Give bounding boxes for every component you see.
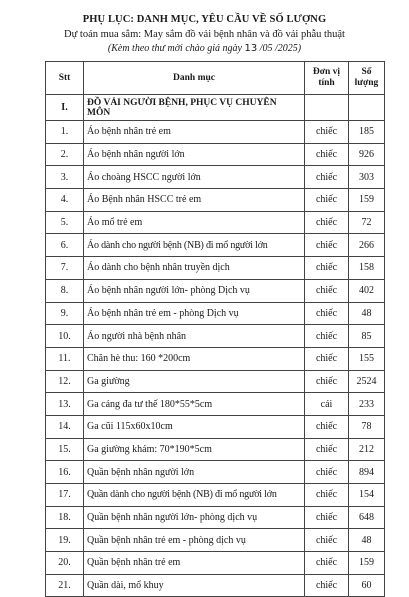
row-qty: 303 [349, 166, 385, 189]
table-header-row [46, 62, 385, 95]
row-stt: 9. [46, 302, 84, 325]
table-row [46, 257, 385, 280]
row-qty: 159 [349, 189, 385, 212]
section-name: ĐỒ VẢI NGƯỜI BỆNH, PHỤC VỤ CHUYÊN MÔN [84, 95, 305, 121]
section-qty [349, 95, 385, 121]
row-unit: cái [305, 393, 349, 416]
row-qty: 85 [349, 325, 385, 348]
row-name: Áo bệnh nhân trẻ em [84, 121, 305, 144]
row-name: Quần bệnh nhân trẻ em [84, 552, 305, 575]
column-header-name: Danh mục [84, 62, 305, 95]
row-stt: 15. [46, 438, 84, 461]
row-unit: chiếc [305, 325, 349, 348]
row-unit: chiếc [305, 166, 349, 189]
table-row [46, 574, 385, 597]
row-name: Quần dành cho người bệnh (NB) đi mổ người lớn [84, 484, 305, 507]
table-row [46, 211, 385, 234]
row-qty: 48 [349, 302, 385, 325]
row-name: Quần bệnh nhân trẻ em - phòng dịch vụ [84, 529, 305, 552]
row-stt: 18. [46, 506, 84, 529]
column-header-qty: Số lượng [349, 62, 385, 95]
row-stt: 19. [46, 529, 84, 552]
row-name: Quần bệnh nhân người lớn- phòng dịch vụ [84, 506, 305, 529]
row-qty: 185 [349, 121, 385, 144]
section-stt: I. [46, 95, 84, 121]
row-stt: 10. [46, 325, 84, 348]
row-unit: chiếc [305, 347, 349, 370]
table-row [46, 279, 385, 302]
row-name: Ga cũi 115x60x10cm [84, 415, 305, 438]
row-name: Áo dành cho người bệnh (NB) đi mổ người lớn [84, 234, 305, 257]
row-unit: chiếc [305, 370, 349, 393]
table-row [46, 506, 385, 529]
row-stt: 5. [46, 211, 84, 234]
table-row [46, 121, 385, 144]
row-qty: 154 [349, 484, 385, 507]
table-row [46, 461, 385, 484]
row-qty: 159 [349, 552, 385, 575]
row-stt: 6. [46, 234, 84, 257]
table-row [46, 347, 385, 370]
row-unit: chiếc [305, 234, 349, 257]
row-qty: 402 [349, 279, 385, 302]
row-name: Áo bệnh nhân người lớn- phòng Dịch vụ [84, 279, 305, 302]
row-stt: 21. [46, 574, 84, 597]
row-name: Quần dài, mổ khuy [84, 574, 305, 597]
table-row [46, 302, 385, 325]
row-unit: chiếc [305, 415, 349, 438]
row-qty: 72 [349, 211, 385, 234]
note-suffix: /05 /2025) [257, 43, 302, 55]
column-header-stt: Stt [46, 62, 84, 95]
row-qty: 266 [349, 234, 385, 257]
row-name: Áo dành cho bệnh nhân truyền dịch [84, 257, 305, 280]
row-name: Áo bệnh nhân trẻ em - phòng Dịch vụ [84, 302, 305, 325]
table-row [46, 529, 385, 552]
document-subtitle: Dự toán mua sắm: May sắm đồ vải bệnh nhân và đồ vải phẫu thuật [64, 28, 345, 40]
row-qty: 212 [349, 438, 385, 461]
table-row [46, 234, 385, 257]
row-unit: chiếc [305, 257, 349, 280]
table-row [46, 370, 385, 393]
row-unit: chiếc [305, 302, 349, 325]
row-stt: 12. [46, 370, 84, 393]
row-name: Ga giường khám: 70*190*5cm [84, 438, 305, 461]
row-name: Ga giường [84, 370, 305, 393]
row-unit: chiếc [305, 189, 349, 212]
row-unit: chiếc [305, 121, 349, 144]
row-qty: 2524 [349, 370, 385, 393]
table-row [46, 166, 385, 189]
row-qty: 60 [349, 574, 385, 597]
row-stt: 20. [46, 552, 84, 575]
row-name: Áo choàng HSCC người lớn [84, 166, 305, 189]
row-stt: 7. [46, 257, 84, 280]
row-unit: chiếc [305, 461, 349, 484]
row-stt: 13. [46, 393, 84, 416]
row-unit: chiếc [305, 506, 349, 529]
row-unit: chiếc [305, 529, 349, 552]
row-name: Áo người nhà bệnh nhân [84, 325, 305, 348]
section-unit [305, 95, 349, 121]
item-table [45, 61, 385, 597]
note-day-handwritten: 13 [244, 43, 258, 55]
row-stt: 4. [46, 189, 84, 212]
table-row [46, 393, 385, 416]
row-unit: chiếc [305, 438, 349, 461]
row-name: Áo mổ trẻ em [84, 211, 305, 234]
row-stt: 3. [46, 166, 84, 189]
row-qty: 894 [349, 461, 385, 484]
row-unit: chiếc [305, 552, 349, 575]
document-header [0, 14, 409, 55]
row-unit: chiếc [305, 279, 349, 302]
row-stt: 8. [46, 279, 84, 302]
row-qty: 78 [349, 415, 385, 438]
row-qty: 648 [349, 506, 385, 529]
table-row [46, 143, 385, 166]
row-qty: 926 [349, 143, 385, 166]
row-name: Áo Bệnh nhân HSCC trẻ em [84, 189, 305, 212]
row-stt: 16. [46, 461, 84, 484]
row-unit: chiếc [305, 143, 349, 166]
row-name: Ga cáng đa tư thế 180*55*5cm [84, 393, 305, 416]
row-qty: 48 [349, 529, 385, 552]
section-row [46, 95, 385, 121]
row-stt: 11. [46, 347, 84, 370]
row-qty: 155 [349, 347, 385, 370]
table-row [46, 415, 385, 438]
row-stt: 2. [46, 143, 84, 166]
row-stt: 14. [46, 415, 84, 438]
row-name: Áo bệnh nhân người lớn [84, 143, 305, 166]
document-title: PHỤ LỤC: DANH MỤC, YÊU CẦU VỀ SỐ LƯỢNG [82, 14, 327, 25]
note-prefix: (Kèm theo thư mời chào giá ngày [107, 43, 245, 55]
row-unit: chiếc [305, 574, 349, 597]
row-qty: 158 [349, 257, 385, 280]
table-row [46, 552, 385, 575]
row-stt: 1. [46, 121, 84, 144]
table-row [46, 189, 385, 212]
table-row [46, 438, 385, 461]
row-qty: 233 [349, 393, 385, 416]
row-name: Quần bệnh nhân người lớn [84, 461, 305, 484]
document-note [0, 43, 409, 55]
row-stt: 17. [46, 484, 84, 507]
table-row [46, 484, 385, 507]
row-unit: chiếc [305, 211, 349, 234]
row-unit: chiếc [305, 484, 349, 507]
row-name: Chăn hè thu: 160 *200cm [84, 347, 305, 370]
column-header-unit: Đơn vị tính [305, 62, 349, 95]
table-row [46, 325, 385, 348]
